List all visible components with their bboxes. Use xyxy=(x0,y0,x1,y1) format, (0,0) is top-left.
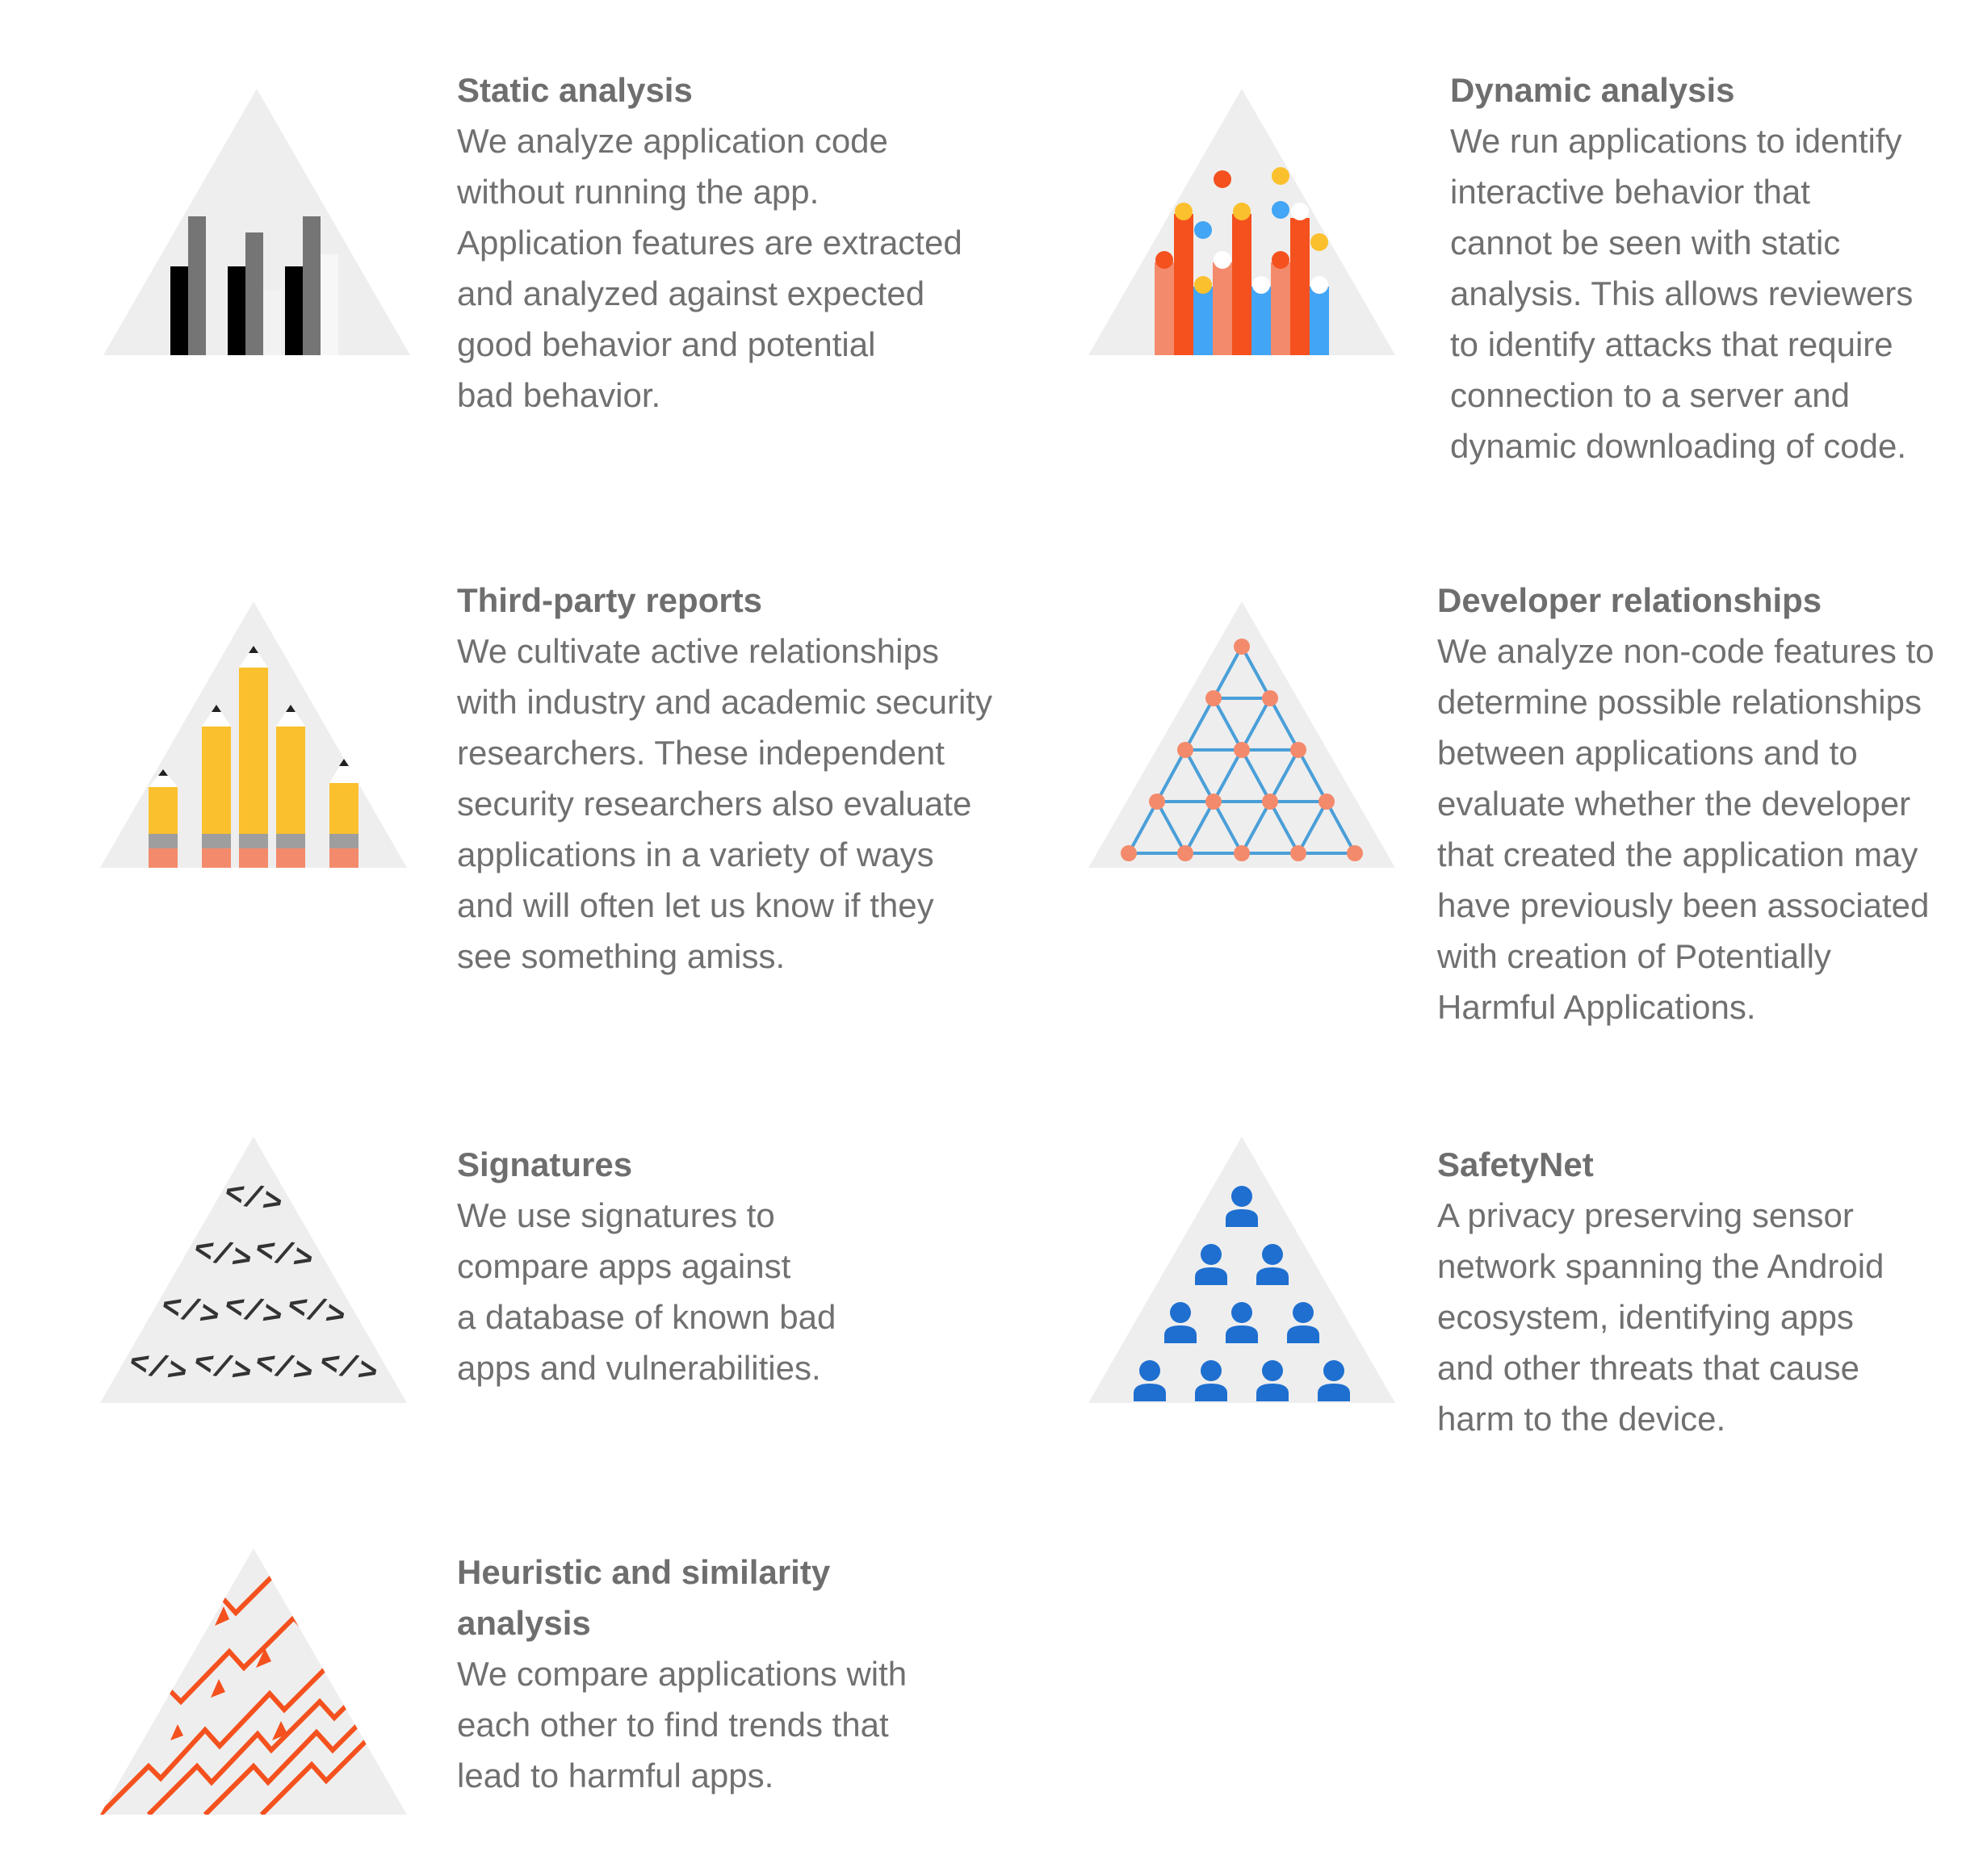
description-line: determine possible relationships xyxy=(1437,683,1922,721)
mesh-node xyxy=(1205,690,1222,706)
description-line: applications in a variety of ways xyxy=(457,835,934,873)
mesh-node xyxy=(1234,845,1250,861)
card-description xyxy=(457,626,992,982)
card-title xyxy=(1450,65,1913,115)
mesh-node xyxy=(1319,794,1335,810)
network-mesh-icon xyxy=(1088,601,1395,868)
mesh-node xyxy=(1234,742,1250,758)
pencils-icon xyxy=(100,601,407,868)
code-tag-glyph: </> xyxy=(125,1345,191,1393)
card-description xyxy=(457,1648,907,1801)
title-line: SafetyNet xyxy=(1437,1145,1594,1183)
title-line: similarity analysis xyxy=(457,1553,831,1642)
description-line: network spanning the Android xyxy=(1437,1247,1884,1285)
code-tag-glyph: </> xyxy=(251,1232,317,1280)
title-line: Dynamic analysis xyxy=(1450,71,1735,109)
description-line: and other threats that cause xyxy=(1437,1349,1860,1387)
code-tag-glyph: </> xyxy=(251,1345,317,1393)
card-description xyxy=(457,115,962,421)
dynamic-bars-icon xyxy=(1088,89,1395,355)
description-line: and analyzed against expected xyxy=(457,274,925,312)
description-line: good behavior and potential xyxy=(457,325,876,363)
title-line: Heuristic and xyxy=(457,1553,673,1591)
description-line: and will often let us know if they xyxy=(457,886,934,924)
description-line: lead to harmful apps. xyxy=(457,1757,774,1794)
description-line: have previously been associated xyxy=(1437,886,1930,924)
description-line: bad behavior. xyxy=(457,376,661,414)
card-description xyxy=(1437,1190,1884,1444)
mesh-node xyxy=(1234,639,1250,655)
mesh-node xyxy=(1262,690,1278,706)
description-line: with creation of Potentially xyxy=(1437,937,1831,975)
description-line: security researchers also evaluate xyxy=(457,785,972,823)
card-title xyxy=(457,65,962,115)
mesh-node xyxy=(1177,742,1193,758)
title-line: Third-party reports xyxy=(457,581,763,619)
code-tag-glyph: </> xyxy=(316,1345,381,1393)
description-line: see something amiss. xyxy=(457,937,786,975)
code-tag-glyph: </> xyxy=(157,1288,223,1337)
code-tag-glyph: </> xyxy=(190,1345,255,1393)
description-line: ecosystem, identifying apps xyxy=(1437,1298,1854,1336)
description-line: Harmful Applications. xyxy=(1437,988,1756,1026)
description-line: Application features are extracted xyxy=(457,224,962,262)
description-line: compare apps against xyxy=(457,1247,791,1285)
description-line: We compare applications with xyxy=(457,1655,908,1693)
mesh-node xyxy=(1290,845,1306,861)
description-line: cannot be seen with static xyxy=(1450,224,1841,262)
code-tag-glyph: </> xyxy=(220,1175,286,1224)
bar-columns-icon xyxy=(103,89,410,355)
description-line: apps and vulnerabilities. xyxy=(457,1349,821,1387)
description-line: We run applications to identify xyxy=(1450,122,1902,160)
mesh-node xyxy=(1149,794,1165,810)
mesh-node xyxy=(1205,794,1222,810)
card-title xyxy=(457,1139,836,1190)
mesh-node xyxy=(1262,794,1278,810)
description-line: with industry and academic security xyxy=(457,683,992,721)
code-tags-icon xyxy=(100,1137,407,1403)
description-line: We analyze non-code features to xyxy=(1437,632,1935,670)
description-line: each other to find trends that xyxy=(457,1706,889,1744)
mesh-node xyxy=(1121,845,1137,861)
description-line: We analyze application code xyxy=(457,122,888,160)
card-title xyxy=(1437,1139,1884,1190)
card-description xyxy=(1437,626,1935,1032)
description-line: to identify attacks that require xyxy=(1450,325,1893,363)
description-line: without running the app. xyxy=(457,173,820,211)
description-line: connection to a server and xyxy=(1450,376,1850,414)
description-line: that created the application may xyxy=(1437,835,1918,873)
description-line: dynamic downloading of code. xyxy=(1450,427,1907,465)
mesh-node xyxy=(1290,742,1306,758)
description-line: evaluate whether the developer xyxy=(1437,785,1911,823)
description-line: We cultivate active relationships xyxy=(457,632,939,670)
code-tag-glyph: </> xyxy=(190,1232,255,1280)
mesh-node xyxy=(1347,845,1363,861)
card-title xyxy=(1437,575,1935,626)
people-icon xyxy=(1088,1137,1395,1403)
mesh-node xyxy=(1177,845,1193,861)
description-line: researchers. These independent xyxy=(457,734,945,772)
title-line: Signatures xyxy=(457,1145,633,1183)
card-description xyxy=(457,1190,836,1393)
code-tag-glyph: </> xyxy=(283,1288,349,1337)
card-description xyxy=(1450,115,1913,471)
description-line: interactive behavior that xyxy=(1450,173,1810,211)
description-line: analysis. This allows reviewers xyxy=(1450,274,1914,312)
card-title xyxy=(457,1547,907,1648)
title-line: Static analysis xyxy=(457,71,693,109)
title-line: Developer relationships xyxy=(1437,581,1822,619)
code-tag-glyph: </> xyxy=(220,1288,286,1337)
card-title xyxy=(457,575,992,626)
description-line: We use signatures to xyxy=(457,1196,775,1234)
description-line: A privacy preserving sensor xyxy=(1437,1196,1854,1234)
description-line: harm to the device. xyxy=(1437,1400,1726,1438)
description-line: between applications and to xyxy=(1437,734,1858,772)
zigzag-arrows-icon xyxy=(100,1548,407,1815)
description-line: a database of known bad xyxy=(457,1298,836,1336)
